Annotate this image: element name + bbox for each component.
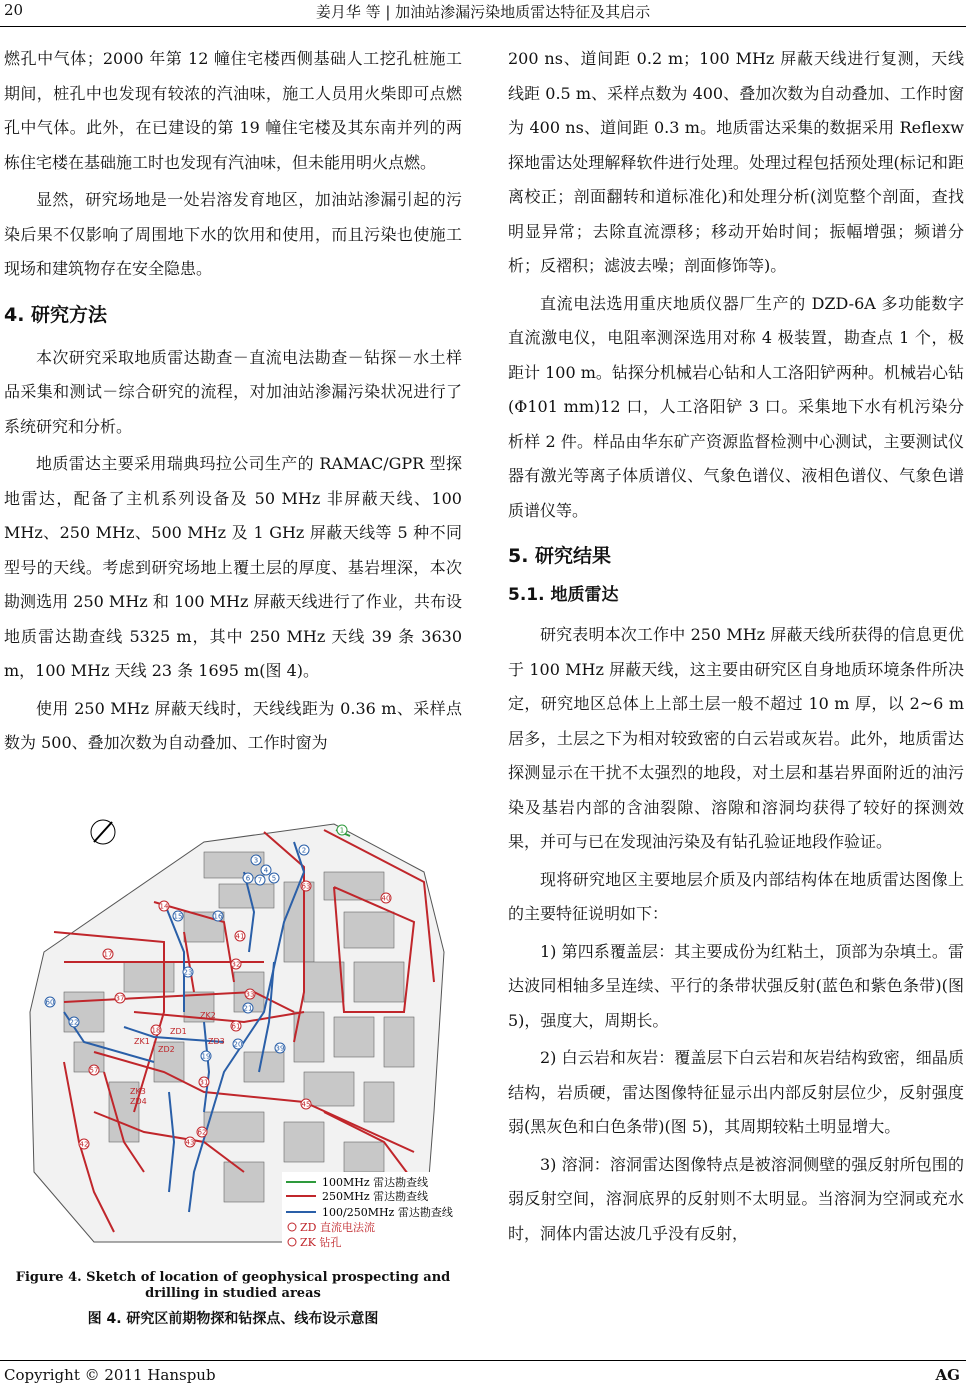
paragraph: 使用 250 MHz 屏蔽天线时，天线线距为 0.36 m、采样点数为 500、叠加次数为自动叠加、工作时窗为 bbox=[4, 698, 462, 752]
section-heading-4: 4. 研究方法 bbox=[4, 303, 108, 326]
marker-label: 17 bbox=[103, 950, 113, 959]
marker-label: 2 bbox=[301, 846, 307, 855]
drill-label: ZK2 bbox=[200, 1011, 216, 1020]
marker bbox=[231, 959, 241, 969]
marker bbox=[151, 1025, 161, 1035]
marker bbox=[235, 931, 245, 941]
legend-drill: ZK 钻孔 bbox=[300, 1236, 342, 1249]
marker bbox=[243, 1003, 253, 1013]
legend-250mhz: 250MHz 雷达勘查线 bbox=[322, 1190, 429, 1203]
marker bbox=[299, 845, 309, 855]
marker-label: 3 bbox=[253, 856, 259, 865]
marker-label: 40 bbox=[381, 894, 391, 903]
marker-label: 32 bbox=[231, 960, 241, 969]
marker-label: 33 bbox=[245, 990, 255, 999]
marker-label: 42 bbox=[79, 1140, 89, 1149]
marker-label: 63 bbox=[301, 882, 311, 891]
marker bbox=[301, 881, 311, 891]
marker bbox=[201, 1051, 211, 1061]
marker bbox=[245, 989, 255, 999]
marker-label: 4 bbox=[263, 866, 269, 875]
figure-4-map bbox=[4, 812, 462, 1252]
marker bbox=[243, 873, 253, 883]
legend bbox=[282, 1172, 460, 1250]
dc-label: ZD2 bbox=[158, 1045, 175, 1054]
page-header bbox=[0, 0, 966, 22]
paragraph: 显然，研究场地是一处岩溶发育地区，加油站渗漏引起的污染后果不仅影响了周围地下水的饮用和使用，而且污染也使施工现场和建筑物存在安全隐患。 bbox=[4, 190, 462, 278]
marker bbox=[269, 873, 279, 883]
marker bbox=[69, 1017, 79, 1027]
marker bbox=[261, 865, 271, 875]
page-footer bbox=[0, 1360, 966, 1384]
marker bbox=[197, 1127, 207, 1137]
paragraph: 现将研究地区主要地层介质及内部结构体在地质雷达图像上的主要特征说明如下： bbox=[508, 869, 964, 923]
marker-label: 16 bbox=[213, 912, 223, 921]
paragraph: 200 ns、道间距 0.2 m；100 MHz 屏蔽天线进行复测，天线线距 0.5 m、采样点数为 400、叠加次数为自动叠加、工作时窗为 400 ns、道间距 0.3 m。地质雷达采集的数据采用 Reflexw 探地雷达处理解释软件进行处理。处理过程包括预处理(标记和距离校正；剖面翻转和道标准化)和处理分析(浏览整个剖面，查找明显异常；去除直流漂移；移动开始时间；振幅增强；频谱分析；反褶积；滤波去噪；剖面修饰等)。 bbox=[508, 49, 964, 275]
caption-english: Figure 4. Sketch of location of geophysical prospecting and drilling in studied areas bbox=[15, 1270, 451, 1301]
copyright: Copyright © 2011 Hanspub bbox=[4, 1366, 216, 1384]
paragraph: 1) 第四系覆盖层：其主要成份为红粘土，顶部为杂填土。雷达波同相轴多呈连续、平行的条带状强反射(蓝色和紫色条带)(图 5)，强度大，周期长。 bbox=[508, 941, 964, 1030]
marker bbox=[185, 1137, 195, 1147]
marker-label: 1 bbox=[339, 826, 345, 835]
paragraph: 研究表明本次工作中 250 MHz 屏蔽天线所获得的信息更优于 100 MHz 屏蔽天线，这主要由研究区自身地质环境条件所决定，研究地区总体上上部土层一般不超过 10 m 厚，以 2~6 m 居多，土层之下为相对较致密的白云岩或灰岩。此外，地质雷达探测显示在干扰不太强烈的地段，对土层和基岩界面附近的油污染及基岩内部的含油裂隙、溶隙和溶洞均获得了较好的探测效果，并可与已在发现油污染及有钻孔验证地段作验证。 bbox=[508, 625, 964, 851]
dc-label: ZD4 bbox=[130, 1097, 147, 1106]
marker bbox=[159, 901, 169, 911]
footer-rule bbox=[0, 1360, 966, 1361]
left-column bbox=[4, 42, 462, 764]
subsection-heading-5-1: 5.1. 地质雷达 bbox=[508, 585, 619, 605]
marker-label: 5 bbox=[271, 874, 277, 883]
figure-caption bbox=[4, 1270, 462, 1330]
marker-label: 62 bbox=[197, 1128, 207, 1137]
marker-label: 6 bbox=[245, 874, 251, 883]
marker-label: 18 bbox=[151, 1026, 161, 1035]
drill-label: ZK1 bbox=[134, 1037, 150, 1046]
running-title: 姜月华 等 | 加油站渗漏污染地质雷达特征及其启示 bbox=[315, 3, 651, 21]
marker-label: 14 bbox=[159, 902, 169, 911]
marker-label: 45 bbox=[301, 1100, 311, 1109]
marker-label: 19 bbox=[201, 1052, 211, 1061]
marker-label: 7 bbox=[257, 876, 263, 885]
marker-label: 22 bbox=[69, 1018, 79, 1027]
marker bbox=[199, 1077, 209, 1087]
marker-label: 15 bbox=[173, 912, 183, 921]
marker bbox=[115, 993, 125, 1003]
marker bbox=[275, 1043, 285, 1053]
caption-chinese: 图 4. 研究区前期物探和钻探点、线布设示意图 bbox=[87, 1311, 379, 1327]
page-number: 20 bbox=[4, 1, 24, 19]
marker bbox=[233, 1039, 243, 1049]
marker bbox=[301, 1099, 311, 1109]
marker-label: 57 bbox=[89, 1066, 99, 1075]
dc-label: ZD1 bbox=[170, 1027, 187, 1036]
marker-label: 61 bbox=[231, 1022, 241, 1031]
paragraph: 2) 白云岩和灰岩：覆盖层下白云岩和灰岩结构致密，细晶质结构，岩质硬，雷达图像特征显示出内部反射层位少，反射强度弱(黑灰色和白色条带)(图 5)，其周期较粘土明显增大。 bbox=[508, 1048, 964, 1136]
marker bbox=[251, 855, 261, 865]
legend-dc: ZD 直流电法流 bbox=[300, 1221, 375, 1234]
marker bbox=[381, 893, 391, 903]
marker-label: 31 bbox=[199, 1078, 209, 1087]
paragraph: 3) 溶洞：溶洞雷达图像特点是被溶洞侧壁的强反射所包围的弱反射空间，溶洞底界的反射则不太明显。当溶洞为空洞或充水时，洞体内雷达波几乎没有反射， bbox=[508, 1154, 964, 1243]
marker-label: 43 bbox=[185, 1138, 195, 1147]
marker bbox=[89, 1065, 99, 1075]
paragraph: 直流电法选用重庆地质仪器厂生产的 DZD-6A 多功能数字直流激电仪，电阻率测深选用对称 4 极装置，勘查点 1 个，极距计 100 m。钻探分机械岩心钻和人工洛阳铲两种。机械岩心钻(Φ101 mm)12 口，人工洛阳铲 3 口。采集地下水有机污染分析样 2 件。样品由华东矿产资源监督检测中心测试，主要测试仪器有激光等离子体质谱仪、气象色谱仪、液相色谱仪、气象色谱质谱仪等。 bbox=[508, 293, 964, 520]
marker bbox=[255, 875, 265, 885]
marker bbox=[231, 1021, 241, 1031]
right-column bbox=[508, 42, 964, 1254]
marker-label: 20 bbox=[233, 1040, 243, 1049]
paragraph: 地质雷达主要采用瑞典玛拉公司生产的 RAMAC/GPR 型探地雷达，配备了主机系列设备及 50 MHz 非屏蔽天线、100 MHz、250 MHz、500 MHz 及 1 GHz 屏蔽天线等 5 种不同型号的天线。考虑到研究场地上覆土层的厚度、基岩埋深，本次勘测选用 250 MHz 和 100 MHz 屏蔽天线进行了作业，共布设地质雷达勘查线 5325 m，其中 250 MHz 天线 39 条 3630 m，100 MHz 天线 23 条 1695 m(图 4)。 bbox=[4, 454, 462, 680]
drill-label: ZK3 bbox=[130, 1087, 146, 1096]
marker bbox=[173, 911, 183, 921]
marker-label: 21 bbox=[243, 1004, 253, 1013]
marker-label: 39 bbox=[275, 1044, 285, 1053]
marker bbox=[103, 949, 113, 959]
marker bbox=[213, 911, 223, 921]
marker-label: 37 bbox=[115, 994, 125, 1003]
marker bbox=[183, 967, 193, 977]
marker-label: 41 bbox=[235, 932, 245, 941]
dc-label: ZD3 bbox=[208, 1037, 225, 1046]
paragraph: 燃孔中气体；2000 年第 12 幢住宅楼西侧基础人工挖孔桩施工期间，桩孔中也发现有较浓的汽油味，施工人员用火柴即可点燃孔中气体。此外，在已建设的第 19 幢住宅楼及其东南并列的两栋住宅楼在基础施工时也发现有汽油味，但未能用明火点燃。 bbox=[4, 49, 462, 172]
marker bbox=[337, 825, 347, 835]
marker-label: 23 bbox=[183, 968, 193, 977]
marker-label: 60 bbox=[45, 998, 55, 1007]
marker bbox=[45, 997, 55, 1007]
section-heading-5: 5. 研究结果 bbox=[508, 545, 612, 567]
header-rule bbox=[0, 26, 966, 27]
journal-abbrev: AG bbox=[935, 1366, 960, 1384]
legend-100mhz: 100MHz 雷达勘查线 bbox=[322, 1176, 429, 1189]
marker bbox=[79, 1139, 89, 1149]
paragraph: 本次研究采取地质雷达勘查－直流电法勘查－钻探－水土样品采集和测试－综合研究的流程，对加油站渗漏污染状况进行了系统研究和分析。 bbox=[4, 347, 462, 436]
legend-100-250mhz: 100/250MHz 雷达勘查线 bbox=[322, 1206, 453, 1219]
